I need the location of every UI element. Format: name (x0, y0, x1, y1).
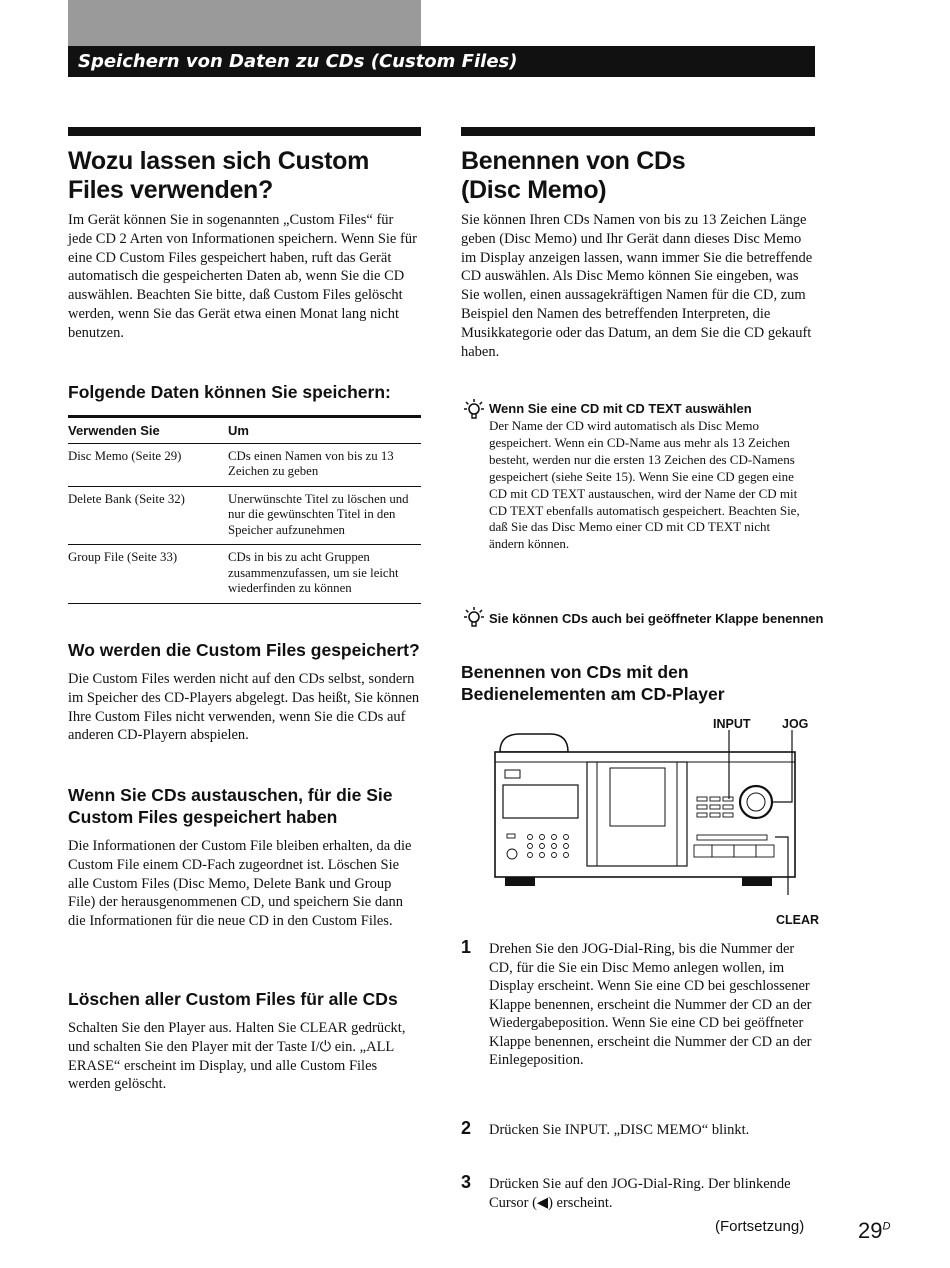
table-header-row (68, 417, 421, 444)
custom-files-table (68, 415, 421, 604)
section-heading-exchange: Wenn Sie CDs austauschen, für die Sie Custom Files gespeichert haben (68, 785, 393, 827)
tip-text-cd-text: Der Name der CD wird automatisch als Disc Memo gespeichert. Wenn ein CD-Name aus mehr als 13 Zeichen besteht, werden nur die ersten 13 Zeichen des CD-Namens gespeichert (siehe Seite 15). Wenn Sie eine CD gegen eine CD mit CD TEXT austauschen, wird der Name der CD mit CD TEXT ebenfalls automatisch gespeichert. Beachten Sie, daß Sie das Disc Memo einer CD mit CD TEXT nicht ändern können. (489, 418, 800, 552)
table-row (68, 443, 421, 486)
step-number: 1 (461, 937, 472, 957)
table-col-header-use: Verwenden Sie (68, 417, 228, 444)
label-clear: CLEAR (776, 913, 820, 927)
page-number (858, 1218, 890, 1244)
right-column (461, 127, 815, 205)
section-text-storage: Die Custom Files werden nicht auf den CDs selbst, sondern im Speicher des CD-Players abgelegt. Das heißt, Sie können Ihre Custom Files nicht verwenden, wenn Sie die CDs auf anderen CD-Playern abspielen. (68, 671, 420, 744)
page-number-value: 29 (858, 1218, 883, 1243)
lightbulb-icon (463, 606, 485, 628)
right-main-heading (461, 147, 815, 205)
table-cell: Disc Memo (Seite 29) (68, 443, 228, 486)
table-cell: Unerwünschte Titel zu löschen und nur die gewünschten Titel in den Speicher aufzunehmen (228, 486, 421, 545)
label-jog: JOG (782, 717, 809, 731)
table-cell: Group File (Seite 33) (68, 545, 228, 604)
left-column (68, 127, 421, 205)
left-heading-rule (68, 127, 421, 136)
table-cell: Delete Bank (Seite 32) (68, 486, 228, 545)
left-main-heading: Wozu lassen sich Custom Files verwenden? (68, 147, 370, 204)
table-row (68, 486, 421, 545)
tip-heading-open-lid: Sie können CDs auch bei geöffneter Klappe benennen (489, 611, 824, 626)
page-number-suffix: D (882, 1220, 891, 1233)
step-text: Drücken Sie INPUT. „DISC MEMO“ blinkt. (489, 1122, 750, 1138)
table-cell: CDs in bis zu acht Gruppen zusammenzufassen, um sie leicht wiederfinden zu können (228, 545, 421, 604)
header-gray-tab (68, 0, 421, 46)
left-intro-text: Im Gerät können Sie in sogenannten „Custom Files“ für jede CD 2 Arten von Informationen speichern. Wenn Sie für eine CD Custom Files gespeichert haben, ruft das Gerät automatisch die gespeicherten Daten ab, wenn Sie die CD auswählen. Beachten Sie bitte, daß Custom Files gelöscht werden, wenn Sie das Gerät etwa einen Monat lang nicht benutzen. (68, 212, 417, 341)
continued-note: (Fortsetzung) (715, 1218, 805, 1235)
table-cell: CDs einen Namen von bis zu 13 Zeichen zu geben (228, 443, 421, 486)
lightbulb-icon (463, 398, 485, 420)
section-title-bar: Speichern von Daten zu CDs (Custom Files) (68, 46, 815, 77)
table-row (68, 545, 421, 604)
step-number: 2 (461, 1118, 472, 1138)
section-heading-erase: Löschen aller Custom Files für alle CDs (68, 989, 398, 1009)
section-heading-storage: Wo werden die Custom Files gespeichert? (68, 640, 420, 660)
tip-heading-cd-text: Wenn Sie eine CD mit CD TEXT auswählen (489, 401, 752, 416)
table-heading: Folgende Daten können Sie speichern: (68, 382, 391, 402)
step-text: Drücken Sie auf den JOG-Dial-Ring. Der blinkende Cursor (◀) erscheint. (489, 1176, 791, 1211)
sub-heading-controls: Benennen von CDs mit den Bedienelementen am CD-Player (461, 662, 725, 704)
right-heading-line2: (Disc Memo) (461, 176, 607, 204)
step-number: 3 (461, 1172, 472, 1192)
right-heading-rule (461, 127, 815, 136)
section-text-erase: Schalten Sie den Player aus. Halten Sie CLEAR gedrückt, und schalten Sie den Player mit der Taste I/⏻ ein. „ALL ERASE“ erscheint im Display, und alle Custom Files werden gelöscht. (68, 1020, 406, 1093)
step-text: Drehen Sie den JOG-Dial-Ring, bis die Nummer der CD, für die Sie ein Disc Memo anlegen wollen, im Display erscheint. Wenn Sie eine CD bei geschlossener Klappe benennen, erscheint die Nummer der CD an der Wiedergabeposition. Wenn Sie eine CD bei geöffneter Klappe benennen, erscheint die Nummer der CD an der Einlegeposition. (489, 941, 812, 1068)
section-text-exchange: Die Informationen der Custom File bleiben erhalten, da die Custom File einem CD-Fach zugeordnet ist. Löschen Sie alle Custom Files (Disc Memo, Delete Bank und Group File) der herausgenommenen CD, und speichern Sie dann die Informationen für die neue CD in den Custom Files. (68, 838, 412, 930)
right-intro-text: Sie können Ihren CDs Namen von bis zu 13 Zeichen Länge geben (Disc Memo) und Ihr Gerät dann dieses Disc Memo im Display anzeigen lassen, wann immer Sie die betreffende CD auswählen. Als Disc Memo können Sie eingeben, was Sie wollen, einen aussagekräftigen Namen für die CD, zum Beispiel den Namen des betreffenden Interpreten, die Musikkategorie oder das Datum, an dem Sie die CD gekauft haben. (461, 212, 813, 360)
table-col-header-purpose: Um (228, 417, 421, 444)
right-heading-line1: Benennen von CDs (461, 147, 686, 175)
label-input: INPUT (713, 717, 751, 731)
cd-player-illustration (490, 730, 810, 895)
